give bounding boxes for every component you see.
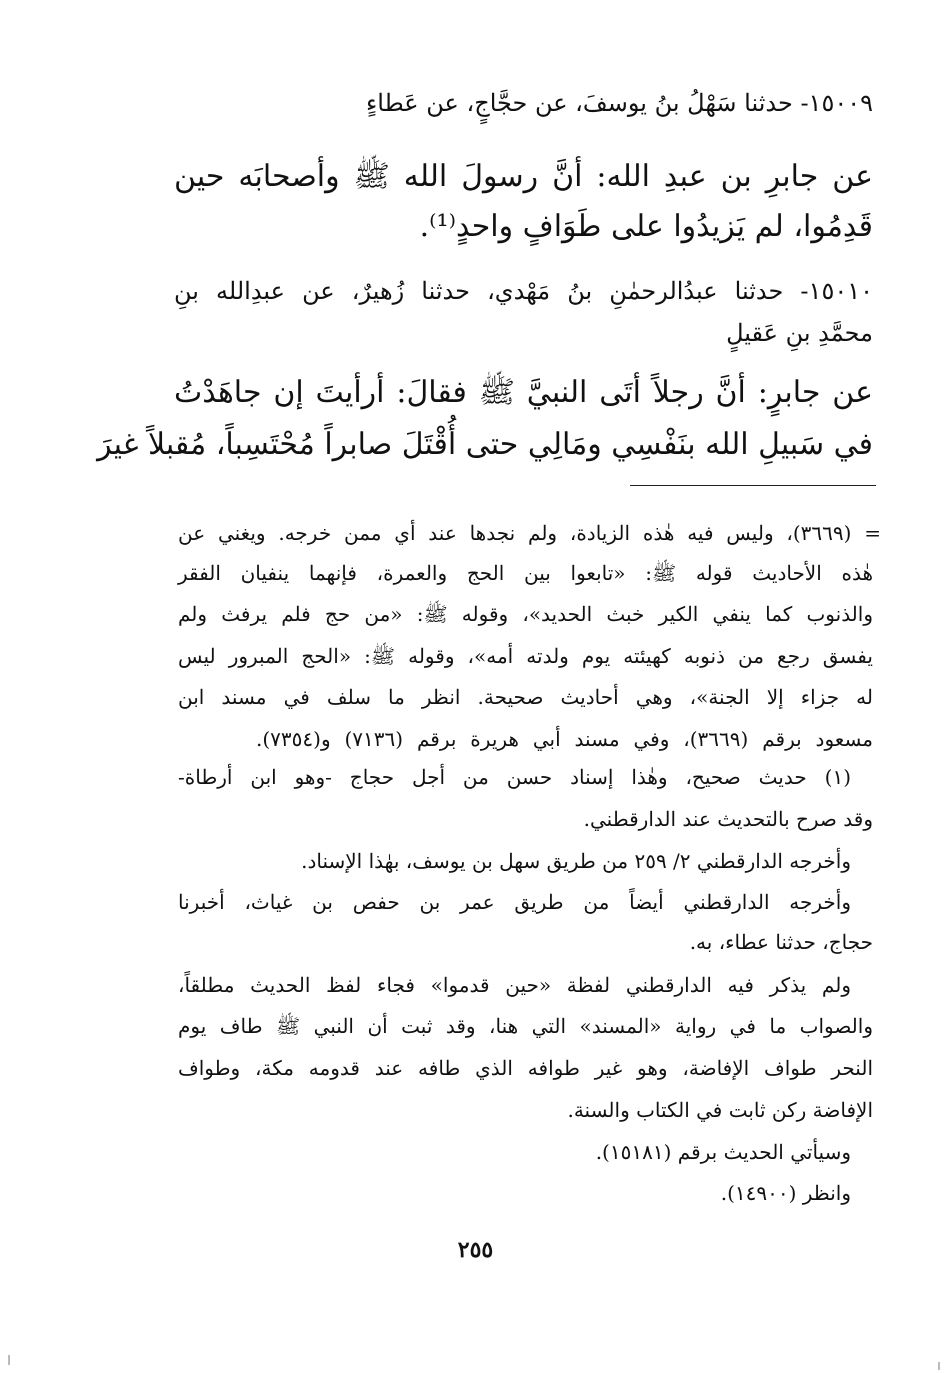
footnote-line: والذنوب كما ينفي الكير خبث الحديد»، وقوله ﷺ: «من حج فلم يرفث ولم [178,602,873,626]
hadith-15010-text-line: في سَبيلِ الله بنَفْسِي ومَالِي حتى أُقْتَلَ صابراً مُحْتَسِباً، مُقبلاً غيرَ [97,427,873,462]
hadith-15010-chain: ١٥٠١٠- حدثنا عبدُالرحمٰنِ بنُ مَهْدي، حدثنا زُهيرٌ، عن عبدِالله بنِ [174,277,873,305]
footnote-see-line: وسيأتي الحديث برقم (١٥١٨١). [595,1140,851,1164]
footnote-line: هٰذه الأحاديث قوله ﷺ: «تابعوا بين الحج والعمرة، فإنهما ينفيان الفقر [178,561,873,585]
footnote-line: له جزاء إلا الجنة»، وهي أحاديث صحيحة. انظر ما سلف في مسند ابن [178,685,873,709]
footnote-remark-line: والصواب ما في رواية «المسند» التي هنا، وقد ثبت أن النبي ﷺ طاف يوم [178,1014,873,1038]
hadith-15010-chain: محمَّدِ بنِ عَقيلٍ [726,319,873,347]
hadith-15009-text-line: قَدِمُوا، لم يَزيدُوا على طَوَافٍ واحدٍ⁽¹⁾. [419,209,873,244]
hadith-15009-text-line: عن جابرِ بن عبدِ الله: أنَّ رسولَ الله ﷺ وأصحابَه حين [174,159,873,194]
footnote-1-line: (١) حديث صحيح، وهٰذا إسناد حسن من أجل حجاج -وهو ابن أرطاة- [178,765,851,789]
footnote-remark-line: النحر طواف الإفاضة، وهو غير طوافه الذي طافه عند قدومه مكة، وطواف [178,1056,873,1080]
footnote-line: = (٣٦٦٩)، وليس فيه هٰذه الزيادة، ولم نجدها عند أي ممن خرجه. ويغني عن [178,521,882,545]
footnote-daraqutni-line: وأخرجه الدارقطني أيضاً من طريق عمر بن حفص بن غياث، أخبرنا [178,890,851,914]
footnote-see-line: وانظر (١٤٩٠٠). [720,1181,851,1205]
footnote-daraqutni-line: حجاج، حدثنا عطاء، به. [689,930,873,954]
hadith-15010-text-line: عن جابرٍ: أنَّ رجلاً أتَى النبيَّ ﷺ فقالَ: أرأيتَ إن جاهَدْتُ [174,375,873,410]
scan-speck [938,1362,940,1370]
footnote-line: يفسق رجع من ذنوبه كهيئته يوم ولدته أمه»، وقوله ﷺ: «الحج المبرور ليس [178,644,873,668]
footnote-remark-line: ولم يذكر فيه الدارقطني لفظة «حين قدموا» فجاء لفظ الحديث مطلقاً، [178,973,851,997]
footnote-remark-line: الإفاضة ركن ثابت في الكتاب والسنة. [567,1098,873,1122]
page-number: ٢٥٥ [457,1237,494,1263]
footnote-separator [630,485,876,486]
footnote-1-line: وقد صرح بالتحديث عند الدارقطني. [583,807,873,831]
footnote-line: مسعود برقم (٣٦٦٩)، وفي مسند أبي هريرة برقم (٧١٣٦) و(٧٣٥٤). [256,727,874,751]
hadith-15009-chain: ١٥٠٠٩- حدثنا سَهْلُ بنُ يوسفَ، عن حجَّاجٍ، عن عَطاءٍ [366,89,873,117]
scan-speck [8,1355,10,1365]
footnote-daraqutni-line: وأخرجه الدارقطني ٢/ ٢٥٩ من طريق سهل بن يوسف، بهٰذا الإسناد. [301,849,851,873]
